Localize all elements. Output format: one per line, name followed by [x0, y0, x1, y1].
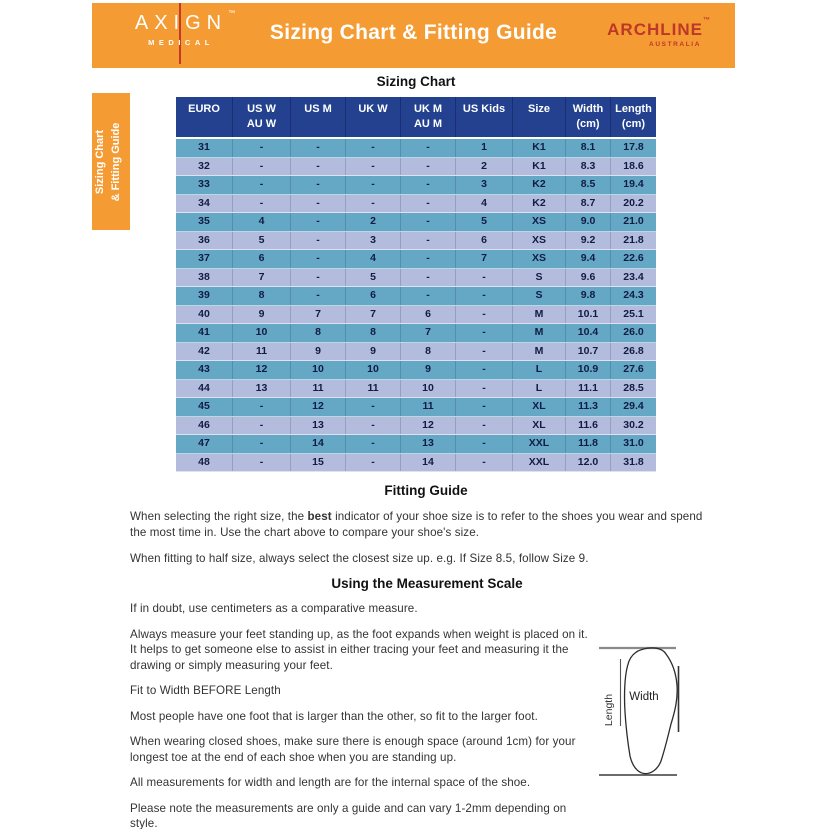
table-cell: -	[290, 232, 345, 250]
table-cell: XL	[512, 398, 565, 416]
table-cell: XXL	[512, 454, 565, 472]
table-cell: -	[345, 454, 400, 472]
table-cell: 4	[345, 250, 400, 268]
paragraph: All measurements for width and length are for the internal space of the shoe.	[130, 776, 531, 789]
table-cell: 10.7	[565, 343, 610, 361]
table-cell: 47	[198, 437, 210, 449]
column-header: EURO	[188, 103, 220, 115]
sizing-chart-table	[176, 97, 656, 472]
archline-logo-text: ARCHLINE ™	[607, 17, 711, 39]
table-cell: 11	[232, 343, 290, 361]
table-cell: 6	[455, 232, 512, 250]
table-cell: 10.9	[565, 361, 610, 379]
table-row	[176, 139, 656, 158]
table-cell: 12	[290, 398, 345, 416]
table-cell: -	[290, 158, 345, 176]
table-cell: 14	[290, 435, 345, 453]
table-cell: 13	[400, 435, 455, 453]
table-cell: -	[232, 195, 290, 213]
table-cell: -	[290, 139, 345, 157]
table-cell: 13	[232, 380, 290, 398]
table-cell: 27.6	[610, 361, 656, 379]
table-cell: 10	[290, 361, 345, 379]
table-cell: -	[232, 139, 290, 157]
column-header: Length (cm)	[610, 97, 656, 137]
table-cell: -	[455, 398, 512, 416]
table-cell: 9.4	[565, 250, 610, 268]
table-cell: 7	[455, 250, 512, 268]
table-cell: 6	[232, 250, 290, 268]
table-cell: 28.5	[610, 380, 656, 398]
table-cell: -	[400, 287, 455, 305]
table-cell: -	[400, 176, 455, 194]
table-cell: 31.0	[610, 435, 656, 453]
fitting-guide-section	[130, 483, 722, 567]
table-cell: 12	[232, 361, 290, 379]
table-cell: -	[400, 213, 455, 231]
table-cell: -	[400, 232, 455, 250]
table-cell: -	[455, 269, 512, 287]
table-cell: 4	[232, 213, 290, 231]
width-label: Width	[629, 691, 659, 703]
table-cell: 11	[345, 380, 400, 398]
table-cell: 2	[345, 213, 400, 231]
table-cell: 8.1	[565, 139, 610, 157]
table-cell: 11.3	[565, 398, 610, 416]
table-cell: 11	[400, 398, 455, 416]
table-cell: 13	[290, 417, 345, 435]
table-row	[176, 324, 656, 343]
table-cell: -	[232, 158, 290, 176]
table-cell: 32	[198, 159, 210, 172]
axign-logo-subtext: MEDICAL	[148, 38, 214, 47]
table-cell: 8.7	[565, 195, 610, 213]
table-cell: 11.6	[565, 417, 610, 435]
column-header: Size	[512, 97, 565, 137]
table-cell: 25.1	[610, 306, 656, 324]
table-cell: -	[455, 306, 512, 324]
table-row	[176, 250, 656, 269]
table-cell: -	[232, 398, 290, 416]
paragraph: Fit to Width BEFORE Length	[130, 684, 281, 697]
table-cell: 11.1	[565, 380, 610, 398]
table-cell: 9.2	[565, 232, 610, 250]
table-cell: 35	[198, 215, 210, 227]
table-cell: K1	[512, 158, 565, 176]
table-cell: 40	[198, 307, 210, 320]
table-cell: 9.8	[565, 287, 610, 305]
side-tab-label: Sizing Chart & Fitting Guide	[94, 122, 122, 201]
table-cell: 31	[198, 141, 210, 153]
table-cell: 29.4	[610, 398, 656, 416]
table-cell: M	[512, 343, 565, 361]
table-cell: 46	[198, 418, 210, 431]
table-cell: 23.4	[610, 269, 656, 287]
table-cell: 42	[198, 344, 210, 357]
table-cell: -	[400, 139, 455, 157]
table-cell: 21.0	[610, 213, 656, 231]
table-row	[176, 380, 656, 399]
table-cell: 26.0	[610, 324, 656, 342]
table-cell: -	[345, 176, 400, 194]
paragraph: Please note the measurements are only a guide and can vary 1-2mm depending on style.	[130, 801, 567, 829]
table-cell: 7	[400, 324, 455, 342]
table-cell: 9	[290, 343, 345, 361]
table-cell: 9	[345, 343, 400, 361]
table-cell: S	[512, 287, 565, 305]
table-cell: 9.6	[565, 269, 610, 287]
table-cell: -	[400, 158, 455, 176]
table-cell: 21.8	[610, 232, 656, 250]
table-cell: 10	[345, 361, 400, 379]
table-cell: 19.4	[610, 176, 656, 194]
table-cell: L	[512, 361, 565, 379]
table-cell: -	[290, 176, 345, 194]
table-cell: 8.3	[565, 158, 610, 176]
table-cell: -	[345, 158, 400, 176]
table-cell: -	[345, 195, 400, 213]
table-cell: 41	[198, 326, 210, 338]
table-cell: 7	[290, 306, 345, 324]
table-cell: 24.3	[610, 287, 656, 305]
foot-outline	[625, 648, 678, 774]
archline-logo	[607, 17, 711, 48]
sizing-table-body	[176, 139, 656, 472]
table-cell: 1	[455, 139, 512, 157]
table-cell: 9.0	[565, 213, 610, 231]
column-header: UK M AU M	[400, 97, 455, 137]
table-cell: S	[512, 269, 565, 287]
table-cell: 10	[232, 324, 290, 342]
table-cell: -	[345, 398, 400, 416]
table-cell: 10.4	[565, 324, 610, 342]
table-cell: 2	[455, 158, 512, 176]
table-cell: -	[400, 269, 455, 287]
fitting-guide-title: Fitting Guide	[384, 483, 468, 498]
table-cell: 8	[290, 324, 345, 342]
table-cell: 37	[198, 252, 210, 264]
side-tab	[92, 93, 130, 230]
table-cell: 44	[198, 381, 210, 394]
table-cell: XS	[512, 213, 565, 231]
page-title: Sizing Chart & Fitting Guide	[269, 21, 558, 44]
paragraph: Always measure your feet standing up, as the foot expands when weight is placed on it. It helps to get someone else to assist in either tracing your feet and measuring it the drawing or simply measuring your feet.	[130, 627, 588, 672]
table-row	[176, 176, 656, 195]
table-cell: XS	[512, 232, 565, 250]
table-cell: -	[455, 324, 512, 342]
paragraph: If in doubt, use centimeters as a comparative measure.	[130, 602, 418, 615]
table-cell: 11	[290, 380, 345, 398]
table-cell: XXL	[512, 435, 565, 453]
table-row	[176, 306, 656, 325]
measurement-paragraphs	[130, 601, 590, 829]
table-cell: 3	[345, 232, 400, 250]
table-cell: 8	[400, 343, 455, 361]
table-cell: -	[345, 139, 400, 157]
table-cell: XL	[512, 417, 565, 435]
table-cell: 5	[232, 232, 290, 250]
table-cell: -	[455, 361, 512, 379]
table-cell: 9	[232, 306, 290, 324]
table-cell: 12	[400, 417, 455, 435]
table-cell: 31.8	[610, 454, 656, 472]
table-cell: -	[455, 343, 512, 361]
table-cell: -	[455, 417, 512, 435]
table-cell: 20.2	[610, 195, 656, 213]
table-row	[176, 398, 656, 417]
table-cell: 45	[198, 400, 210, 412]
table-cell: 5	[345, 269, 400, 287]
table-cell: -	[290, 195, 345, 213]
column-header: UK W	[345, 97, 400, 137]
table-cell: 17.8	[610, 139, 656, 157]
table-cell: -	[290, 269, 345, 287]
paragraph: Most people have one foot that is larger than the other, so fit to the larger foot.	[130, 709, 538, 723]
table-cell: K2	[512, 176, 565, 194]
table-cell: 11.8	[565, 435, 610, 453]
length-label: Length	[603, 693, 615, 727]
table-cell: 43	[198, 363, 210, 375]
table-cell: 6	[345, 287, 400, 305]
table-row	[176, 195, 656, 214]
trademark-mark: ™	[228, 10, 242, 17]
table-cell: -	[232, 454, 290, 472]
table-cell: -	[455, 435, 512, 453]
bold-text: best	[307, 510, 332, 523]
table-row	[176, 361, 656, 380]
table-cell: 5	[455, 213, 512, 231]
archline-logo-subtext: AUSTRALIA	[649, 41, 701, 48]
table-cell: XS	[512, 250, 565, 268]
table-cell: 30.2	[610, 417, 656, 435]
table-row	[176, 287, 656, 306]
table-cell: -	[290, 287, 345, 305]
axign-logo-text: AXIGN ™	[134, 10, 242, 34]
table-cell: 33	[198, 178, 210, 190]
table-cell: 8	[345, 324, 400, 342]
table-cell: -	[400, 195, 455, 213]
column-header: Width (cm)	[565, 97, 610, 137]
table-cell: -	[290, 250, 345, 268]
column-header: US W AU W	[232, 97, 290, 137]
table-row	[176, 269, 656, 288]
table-cell: 36	[198, 233, 210, 246]
sizing-chart-title: Sizing Chart	[376, 74, 456, 89]
table-cell: -	[345, 417, 400, 435]
table-cell: 18.6	[610, 158, 656, 176]
table-cell: -	[455, 454, 512, 472]
table-cell: 7	[345, 306, 400, 324]
table-cell: 7	[232, 269, 290, 287]
table-row	[176, 435, 656, 454]
table-cell: 26.8	[610, 343, 656, 361]
table-row	[176, 454, 656, 473]
table-cell: -	[455, 287, 512, 305]
table-cell: 10.1	[565, 306, 610, 324]
table-cell: K2	[512, 195, 565, 213]
table-cell: -	[232, 435, 290, 453]
table-cell: M	[512, 306, 565, 324]
table-cell: 14	[400, 454, 455, 472]
table-cell: L	[512, 380, 565, 398]
header-bar	[92, 3, 735, 68]
table-cell: 38	[198, 270, 210, 283]
table-cell: 10	[400, 380, 455, 398]
table-cell: 48	[198, 455, 210, 468]
table-cell: 8.5	[565, 176, 610, 194]
table-cell: 6	[400, 306, 455, 324]
table-cell: 4	[455, 195, 512, 213]
table-cell: -	[290, 213, 345, 231]
trademark-mark: ™	[703, 17, 711, 24]
sizing-table-header	[176, 97, 656, 139]
table-cell: 34	[198, 196, 210, 209]
table-row	[176, 158, 656, 177]
table-cell: M	[512, 324, 565, 342]
table-cell: 39	[198, 289, 210, 301]
table-cell: -	[232, 417, 290, 435]
table-cell: -	[400, 250, 455, 268]
paragraph: When fitting to half size, always select the closest size up. e.g. If Size 8.5, follow Size 9.	[130, 552, 589, 565]
table-cell: 8	[232, 287, 290, 305]
foot-measurement-diagram	[596, 616, 741, 784]
table-cell: 22.6	[610, 250, 656, 268]
table-cell: 15	[290, 454, 345, 472]
table-cell: -	[455, 380, 512, 398]
table-cell: 12.0	[565, 454, 610, 472]
table-cell: -	[232, 176, 290, 194]
table-row	[176, 232, 656, 251]
column-header: US Kids	[455, 97, 512, 137]
table-row	[176, 417, 656, 436]
table-cell: 9	[400, 361, 455, 379]
paragraph: When selecting the right size, the best indicator of your shoe size is to refer to the shoes you wear and spend the most time in. Use the chart above to compare your shoe's size.	[130, 510, 703, 539]
paragraph: When wearing closed shoes, make sure there is enough space (around 1cm) for your longest toe at the end of each shoe when you are standing up.	[130, 735, 576, 764]
table-cell: K1	[512, 139, 565, 157]
measurement-scale-title: Using the Measurement Scale	[331, 576, 523, 591]
table-row	[176, 213, 656, 232]
table-cell: 3	[455, 176, 512, 194]
table-cell: -	[345, 435, 400, 453]
column-header: US M	[290, 97, 345, 137]
table-row	[176, 343, 656, 362]
